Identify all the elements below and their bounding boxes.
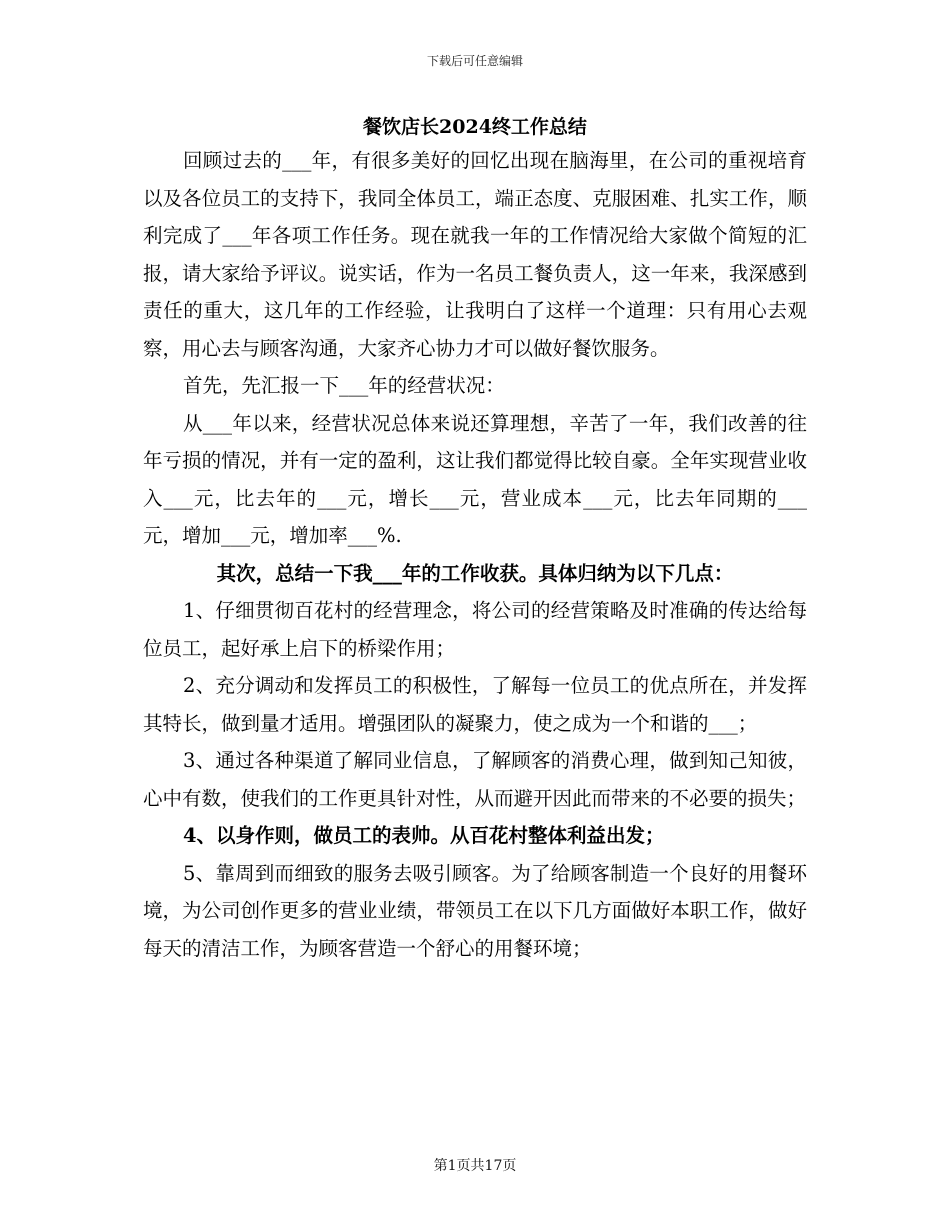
page-number-footer: 第1页共17页 [433, 1158, 517, 1174]
header-note: 下载后可任意编辑 [426, 54, 523, 68]
paragraph-review: 回顾过去的___年，有很多美好的回忆出现在脑海里，在公司的重视培育以及各位员工的支持下，我同全体员工，端正态度、克服困难、扎实工作，顺利完成了___年各项工作任务。现在就我一年的工作情况给大家做个简短的汇报，请大家给予评议。说实话，作为一名员工餐负责人，这一年来，我深感到责任的重大，这几年的工作经验，让我明白了这样一个道理：只有用心去观察，用心去与顾客沟通，大家齐心协力才可以做好餐饮服务。 [143, 149, 807, 360]
document-title: 餐饮店长2024终工作总结 [363, 116, 587, 138]
paragraph-report-intro: 首先，先汇报一下___年的经营状况： [182, 374, 505, 397]
list-item-1: 1、仔细贯彻百花村的经营理念，将公司的经营策略及时准确的传达给每位员工，起好承上启下的桥梁作用； [143, 599, 807, 660]
list-item-3: 3、通过各种渠道了解同业信息，了解顾客的消费心理，做到知己知彼，心中有数，使我们的工作更具针对性，从而避开因此而带来的不必要的损失； [143, 749, 807, 810]
section-heading-gains: 其次，总结一下我___年的工作收获。具体归纳为以下几点： [216, 561, 734, 585]
list-item-4: 4、以身作则，做员工的表帅。从百花村整体利益出发； [182, 824, 665, 847]
list-item-2: 2、充分调动和发挥员工的积极性，了解每一位员工的优点所在，并发挥其特长，做到量才适用。增强团队的凝聚力，使之成为一个和谐的___； [143, 674, 807, 735]
paragraph-business-status: 从___年以来，经营状况总体来说还算理想，辛苦了一年，我们改善的往年亏损的情况，并有一定的盈利，这让我们都觉得比较自豪。全年实现营业收入___元，比去年的___元，增长___元，营业成本___元，比去年同期的___元，增加___元，增加率___%. [143, 411, 807, 547]
list-item-5: 5、靠周到而细致的服务去吸引顾客。为了给顾客制造一个良好的用餐环境，为公司创作更多的营业业绩，带领员工在以下几方面做好本职工作，做好每天的清洁工作，为顾客营造一个舒心的用餐环境； [143, 861, 807, 960]
document-body [143, 112, 807, 967]
